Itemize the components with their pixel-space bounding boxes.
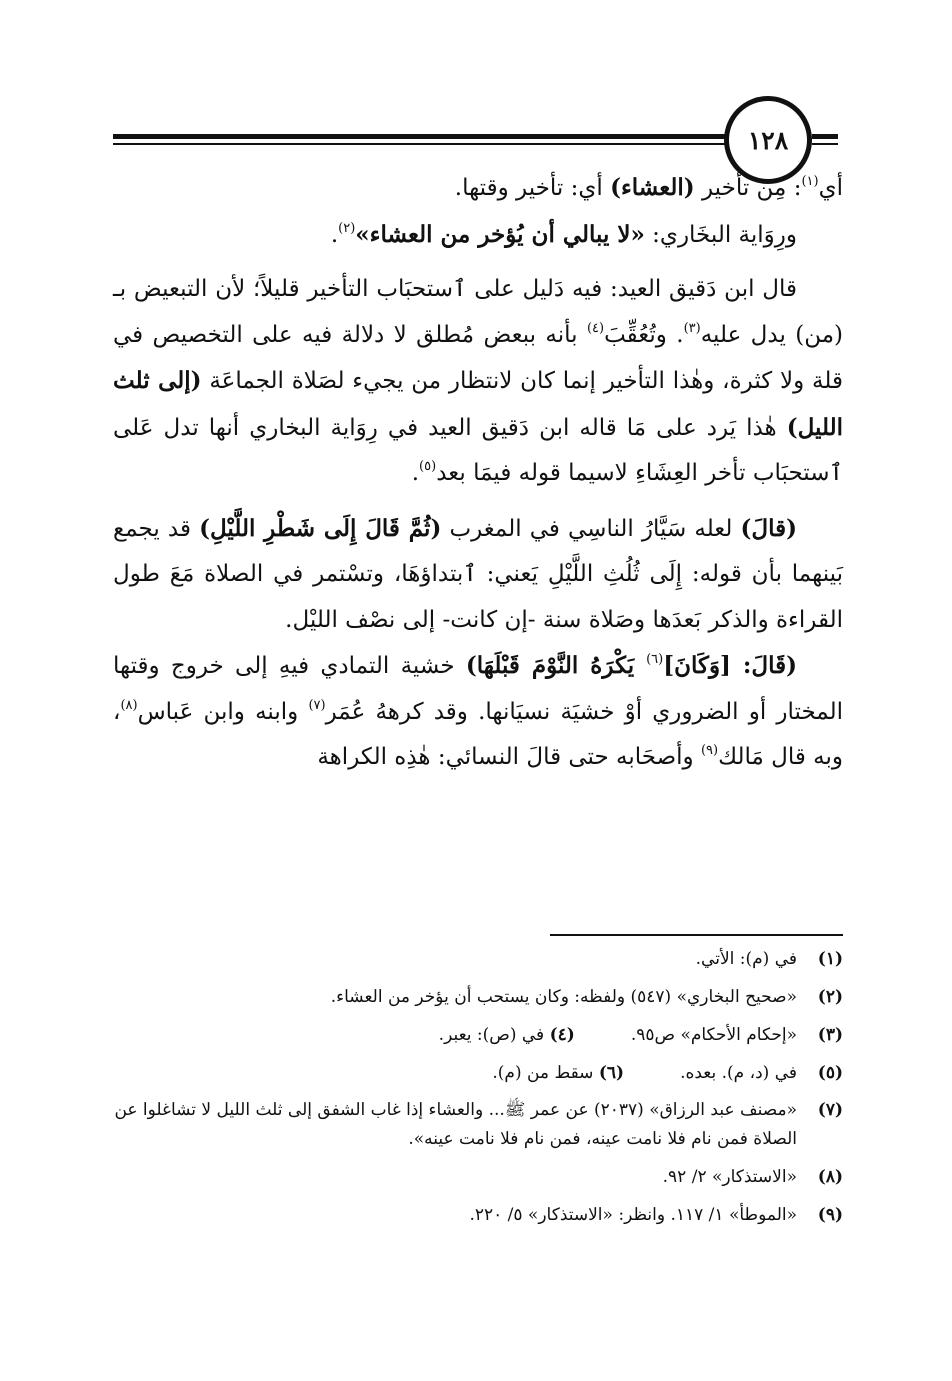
footnote-ref[interactable]: (٩) — [700, 743, 719, 758]
footnote-ref[interactable]: (٤) — [586, 320, 605, 336]
footnote-number: (٤) — [549, 1025, 575, 1045]
footnote-ref[interactable]: (٦) — [646, 652, 664, 667]
header-rule-thick — [113, 134, 725, 139]
footnote-number: (٢) — [817, 987, 843, 1007]
main-text — [113, 165, 843, 781]
footnote-8: (٨) «الاستذكار» ٢/ ٩٢. — [113, 1162, 843, 1192]
footnote-number: (٦) — [598, 1063, 625, 1083]
footnote-ref[interactable]: (٧) — [308, 697, 326, 713]
footnote-number: (٥) — [817, 1063, 843, 1083]
header-rule-right — [812, 134, 838, 139]
footnote-ref[interactable]: (٥) — [419, 459, 437, 474]
footnote-9: (٩) «الموطأ» ١/ ١١٧. وانظر: «الاستذكار» ٥/ ٢٢٠. — [113, 1200, 843, 1230]
footnote-number: (٩) — [817, 1205, 843, 1225]
footnote-3-4: (٣) «إحكام الأحكام» ص٩٥.(٤) في (ص): يعبر. — [113, 1020, 843, 1050]
header-rule-thin — [113, 143, 725, 145]
paragraph-3: قال ابن دَقيق العيد: فيه دَليل على ٱستحبَاب التأخير قليلاً؛ لأن التبعيض بـ (من) يدل عليه$^{(٣)}$. وتُعُقِّبَ$^{(٤)}$ بأنه ببعض مُطلق لا دلالة فيه على التخصيص في قلة ولا كثرة، وهٰذا التأخير إنما كان لانتظار من يجيء لصَلاة الجماعَة (إلى ثلث الليل) هٰذا يَرد على مَا قاله ابن دَقيق العيد في رِوَاية البخاري أنها تدل عَلى ٱستحبَاب تأخر العِشَاءِ لاسيما قوله فيمَا بعد$^{(٥)}$. — [113, 276, 843, 486]
footnote-separator — [550, 934, 843, 936]
footnote-number: (٨) — [817, 1167, 843, 1187]
page-header — [0, 96, 952, 176]
paragraph-5: (قَالَ: [وَكَانَ]$^{(٦)}$ يَكْرَهُ النَّوْمَ قَبْلَهَا) خشية التمادي فيهِ إلى خروج وقتها المختار أو الضروري أوْ خشيَة نسيَانها. وقد كرههُ عُمَر$^{(٧)}$ وابنه وابن عَباس$^{(٨)}$، وبه قال مَالك$^{(٩)}$ وأصحَابه حتى قالَ النسائي: هٰذِه الكراهة — [113, 652, 843, 770]
footnote-ref[interactable]: (٢) — [338, 220, 356, 236]
paragraph-4: (قالَ) لعله سَيَّارُ الناسِي في المغرب (ثُمَّ قَالَ إِلَى شَطْرِ اللَّيْلِ) قد يجمع بَينهما بأن قوله: إِلَى ثُلُثِ اللَّيْلِ يَعني: ٱبتداؤهَا، وتسْتمر في الصلاة مَعَ طول القراءة والذكر بَعدَها وصَلاة سنة -إن كانت- إلى نصْف الليْل. — [113, 514, 843, 633]
footnote-5-6: (٥) في (د، م). بعده.(٦) سقط من (م). — [113, 1058, 843, 1088]
footnote-7: (٧) «مصنف عبد الرزاق» (٢٠٣٧) عن عمر ﷺ... والعشاء إذا غاب الشفق إلى ثلث الليل لا تشاغلوا عن الصلاة فمن نام فلا نامت عينه، فمن نام فلا نامت عينه». — [113, 1096, 843, 1154]
footnote-number: (١) — [817, 949, 843, 969]
footnote-ref[interactable]: (٨) — [120, 697, 138, 713]
header-rule-right-thin — [812, 143, 838, 145]
footnote-ref[interactable]: (٣) — [683, 320, 701, 336]
footnote-ref[interactable]: (١) — [801, 174, 819, 189]
footnote-number: (٧) — [817, 1100, 843, 1120]
footnotes — [113, 944, 843, 1238]
paragraph-2: ورِوَاية البخَاري: «لا يبالي أن يُؤخر من العشاء»$^{(٢)}$. — [330, 220, 797, 248]
page-number: ١٢٨ — [747, 125, 789, 155]
footnote-number: (٣) — [817, 1025, 843, 1045]
paragraph-1: أي$^{(١)}$: مِن تأخير (العشاء) أي: تأخير وقتها. — [454, 174, 843, 201]
footnote-1: (١) في (م): الأتي. — [113, 944, 843, 974]
footnote-2: (٢) «صحيح البخاري» (٥٤٧) ولفظه: وكان يستحب أن يؤخر من العشاء. — [113, 982, 843, 1012]
